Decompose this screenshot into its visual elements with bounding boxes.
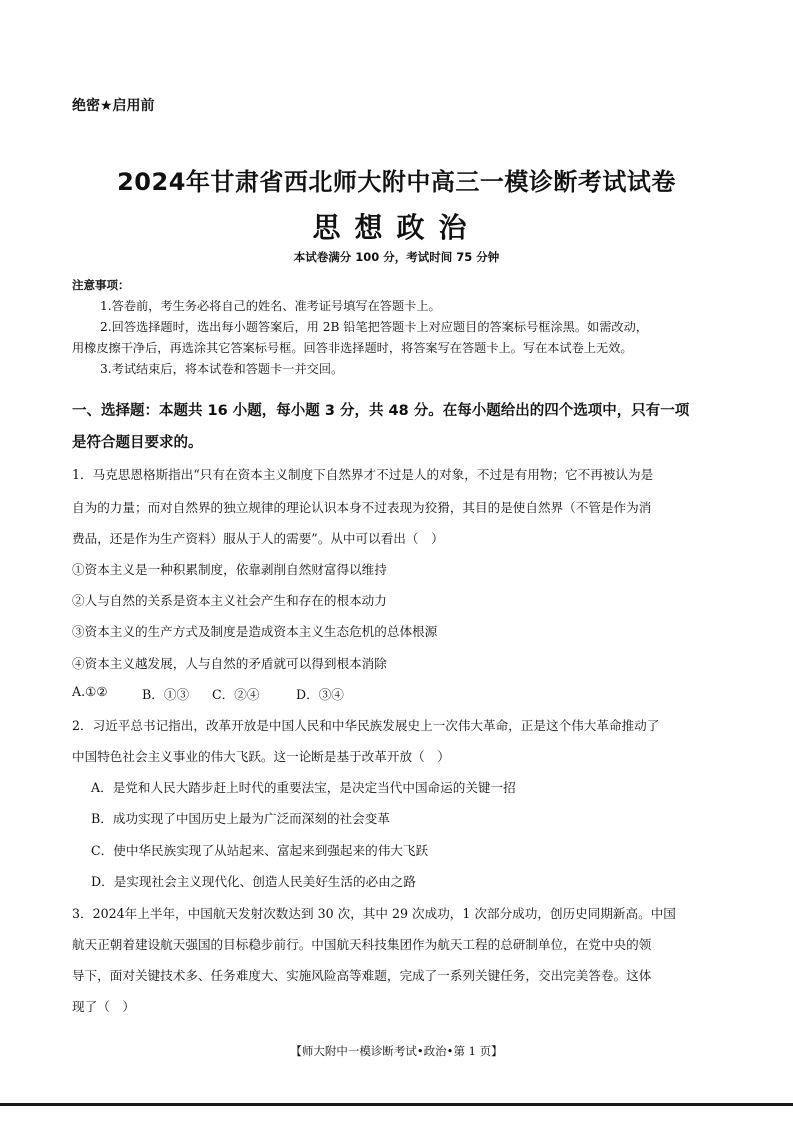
q1-option-d: D．③④ — [296, 687, 344, 702]
q1-statement: ③资本主义的生产方式及制度是造成资本主义生态危机的总体根源 — [72, 624, 438, 639]
q3-stem-line: 3．2024年上半年，中国航天发射次数达到 30 次，其中 29 次成功，1 次部分成功，创历史同期新高。中国 — [72, 906, 676, 921]
notes-line: 2.回答选择题时，选出每小题答案后，用 2B 铅笔把答题卡上对应题目的答案标号框涂黑。如需改动， — [100, 320, 648, 334]
notes-line: 3.考试结束后，将本试卷和答题卡一并交回。 — [100, 362, 344, 376]
q1-stem-line: 自为的力量；而对自然界的独立规律的理论认识本身不过表现为狡猾，其目的是使自然界（不管是作为消 — [72, 500, 652, 515]
q3-stem-line: 现了（ ） — [72, 999, 135, 1014]
q1-option-a: A.①② — [72, 684, 108, 699]
q2-stem-line: 中国特色社会主义事业的伟大飞跃。这一论断是基于改革开放（ ） — [72, 749, 450, 764]
q2-stem-line: 2．习近平总书记指出，改革开放是中国人民和中华民族发展史上一次伟大革命，正是这个伟大革命推动了 — [72, 718, 660, 733]
notes-line: 1.答卷前，考生务必将自己的姓名、准考证号填写在答题卡上。 — [100, 299, 441, 313]
q1-option-b: B．①③ — [142, 687, 190, 702]
exam-info: 本试卷满分 100 分，考试时间 75 分钟 — [293, 250, 500, 264]
q1-option-c: C．②④ — [212, 687, 260, 702]
q3-stem-line: 导下，面对关键技术多、任务难度大、实施风险高等难题，完成了一系列关键任务，交出完美答卷。这体 — [72, 968, 652, 983]
q2-option-d: D．是实现社会主义现代化、创造人民美好生活的必由之路 — [91, 874, 416, 889]
section-heading-cont: 是符合题目要求的。 — [72, 435, 203, 451]
q1-stem-line: 1．马克思恩格斯指出“只有在资本主义制度下自然界才不过是人的对象，不过是有用物；它不再被认为是 — [72, 467, 654, 482]
q1-statement: ②人与自然的关系是资本主义社会产生和存在的根本动力 — [72, 593, 387, 608]
q1-statement: ④资本主义越发展，人与自然的矛盾就可以得到根本消除 — [72, 656, 387, 671]
q1-stem-line: 费品，还是作为生产资料）服从于人的需要”。从中可以看出（ ） — [72, 531, 444, 546]
q2-option-b: B．成功实现了中国历史上最为广泛而深刻的社会变革 — [91, 811, 390, 826]
notes-line: 用橡皮擦干净后，再选涂其它答案标号框。回答非选择题时，将答案写在答题卡上。写在本试卷上无效。 — [72, 341, 633, 355]
exam-title: 2024年甘肃省西北师大附中高三一模诊断考试试卷 — [117, 168, 676, 196]
q2-option-c: C．使中华民族实现了从站起来、富起来到强起来的伟大飞跃 — [91, 843, 429, 858]
q3-stem-line: 航天正朝着建设航天强国的目标稳步前行。中国航天科技集团作为航天工程的总研制单位，在党中央的领 — [72, 937, 652, 952]
q2-option-a: A．是党和人民大踏步赶上时代的重要法宝，是决定当代中国命运的关键一招 — [91, 780, 516, 795]
subject-title: 思想政治 — [312, 211, 481, 244]
q1-statement: ①资本主义是一种积累制度，依靠剥削自然财富得以维持 — [72, 562, 387, 577]
notes-heading: 注意事项： — [72, 278, 130, 292]
section-heading: 一、选择题：本题共 16 小题，每小题 3 分，共 48 分。在每小题给出的四个选项中，只有一项 — [72, 403, 690, 419]
confidential-mark: 绝密★启用前 — [72, 98, 155, 114]
page-footer: 【师大附中一模诊断考试•政治•第 1 页】 — [290, 1044, 503, 1058]
bottom-rule — [0, 1103, 793, 1106]
